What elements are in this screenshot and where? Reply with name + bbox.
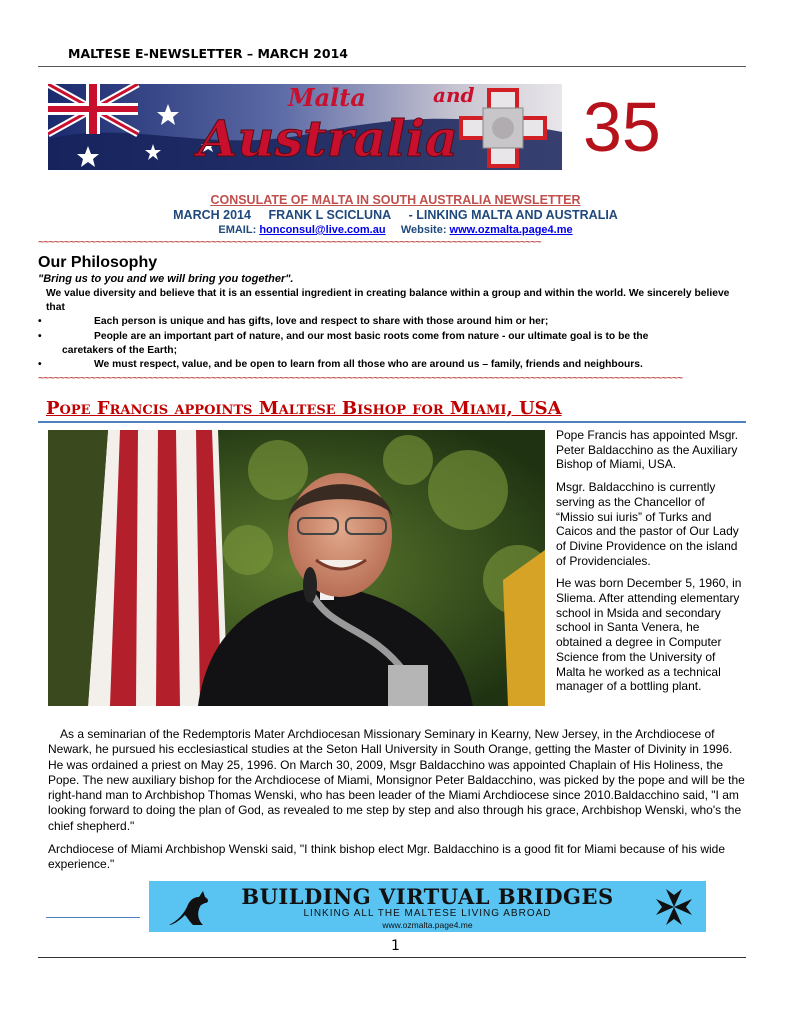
- email-link[interactable]: honconsul@live.com.au: [259, 224, 386, 236]
- consul-name: FRANK L SCICLUNA: [268, 208, 392, 222]
- banner-website: www.ozmalta.page4.me: [382, 920, 473, 930]
- page-number: 1: [391, 938, 400, 954]
- article-body: [48, 727, 748, 881]
- philosophy-bullet: [38, 330, 748, 358]
- website-label: Website:: [400, 224, 447, 236]
- article-heading-rule: [38, 421, 746, 423]
- tilde-separator: ~~~~~~~~~~~~~~~~~~~~~~~~~~~~~~~~~~~~~~~~~~~~~~~~~~~~~~~~~~~~~~~~~~~~~~~~~~~~~~~~~~~~~~~~~~~~~~~~: [38, 237, 542, 248]
- bullet-text: People are an important part of nature, and our most basic roots come from nature - our ultimate goal is to be the: [94, 331, 649, 342]
- banner-subtitle: LINKING ALL THE MALTESE LIVING ABROAD: [303, 908, 552, 919]
- article-heading: Pope Francis appoints Maltese Bishop for Miami, USA: [46, 398, 562, 419]
- banner-and-word: and: [433, 84, 475, 107]
- consulate-subtitle: [0, 208, 791, 222]
- bullet-text-continued: caretakers of the Earth;: [62, 345, 178, 356]
- email-label: EMAIL:: [218, 224, 257, 236]
- bullet-dot-icon: •: [38, 359, 42, 370]
- bullet-dot-icon: •: [38, 331, 42, 342]
- footer-divider: [38, 957, 746, 958]
- bullet-text: Each person is unique and has gifts, love and respect to share with those around him or her;: [94, 316, 549, 327]
- bishop-photo-graphic: [48, 430, 545, 706]
- malta-australia-banner: [48, 84, 562, 170]
- side-paragraph: Pope Francis has appointed Msgr. Peter Baldacchino as the Auxiliary Bishop of Miami, USA.: [556, 428, 739, 472]
- contact-line: [0, 224, 791, 236]
- bullet-dot-icon: •: [38, 316, 42, 327]
- website-link[interactable]: www.ozmalta.page4.me: [449, 224, 573, 236]
- article-sidebar-text: [556, 428, 746, 702]
- bishop-photo: [48, 430, 545, 706]
- virtual-bridges-banner: [149, 881, 706, 932]
- banner-australia-word: Australia: [193, 109, 458, 168]
- maltese-cross-icon: [654, 887, 694, 927]
- side-paragraph: Msgr. Baldacchino is currently serving as the Chancellor of “Missio sui iuris” of Turks and Caicos and the pastor of Our Lady of Divine Providence on the island of Providenciales.: [556, 480, 739, 568]
- banner-malta-word: Malta: [288, 84, 366, 112]
- side-paragraph: He was born December 5, 1960, in Sliema. After attending elementary school in Msida and secondary school in Santa Venera, he obtained a degree in Computer Science from the University of Malta he worked as a technical manager of a bottling plant.: [556, 576, 742, 694]
- philosophy-heading: Our Philosophy: [38, 254, 158, 271]
- consulate-tagline: - LINKING MALTA AND AUSTRALIA: [408, 208, 618, 222]
- body-paragraph: Archdiocese of Miami Archbishop Wenski said, "I think bishop elect Mgr. Baldacchino is a good fit for Miami because of his wide experience.": [48, 842, 726, 872]
- bullet-text: We must respect, value, and be open to learn from all those who are around us – family, friends and neighbours.: [94, 359, 643, 370]
- issue-number: 35: [583, 88, 661, 166]
- newsletter-month: MARCH 2014: [173, 208, 251, 222]
- tilde-separator-long: ~~~~~~~~~~~~~~~~~~~~~~~~~~~~~~~~~~~~~~~~~~~~~~~~~~~~~~~~~~~~~~~~~~~~~~~~~~~~~~~~~~~~~~~~~~~~~~~~~~~~~~~~~~~~~~~~~~~~~~~~~~~: [38, 373, 683, 384]
- banner-title: BUILDING VIRTUAL BRIDGES: [241, 884, 614, 909]
- footer-accent-line: [46, 917, 140, 918]
- body-paragraph: As a seminarian of the Redemptoris Mater Archdiocesan Missionary Seminary in Kearny, New Jersey, in the Archdiocese of Newark, he pursued his ecclesiastical studies at the Seton Hall University in South Orange, getting the Master of Divinity in 1996. He was ordained a priest on May 25, 1996. On March 30, 2009, Msgr Baldacchino was appointed Chaplain of His Holiness, the Pope. The new auxiliary bishop for the Archdiocese of Miami, Monsignor Peter Baldacchino, was picked by the pope and will be the right-hand man to Archbishop Thomas Wenski, who has been leader of the Miami Archdiocese since 2010.Baldacchino said, "I am looking forward to doing the plan of God, as revealed to me step by step and also through his grace, Archbishop Wenski, who's the chief shepherd.": [48, 727, 745, 833]
- banner-graphic: [48, 84, 562, 170]
- philosophy-quote: "Bring us to you and we will bring you together".: [38, 273, 294, 285]
- newsletter-header: MALTESE E-NEWSLETTER – MARCH 2014: [68, 46, 348, 61]
- philosophy-bullet: [38, 358, 748, 372]
- header-divider: [38, 66, 746, 67]
- philosophy-bullet: [38, 315, 748, 329]
- philosophy-intro: We value diversity and believe that it is an essential ingredient in creating balance within a group and within the world. We sincerely believe that: [46, 288, 730, 313]
- consulate-title: CONSULATE OF MALTA IN SOUTH AUSTRALIA NEWSLETTER: [210, 193, 581, 207]
